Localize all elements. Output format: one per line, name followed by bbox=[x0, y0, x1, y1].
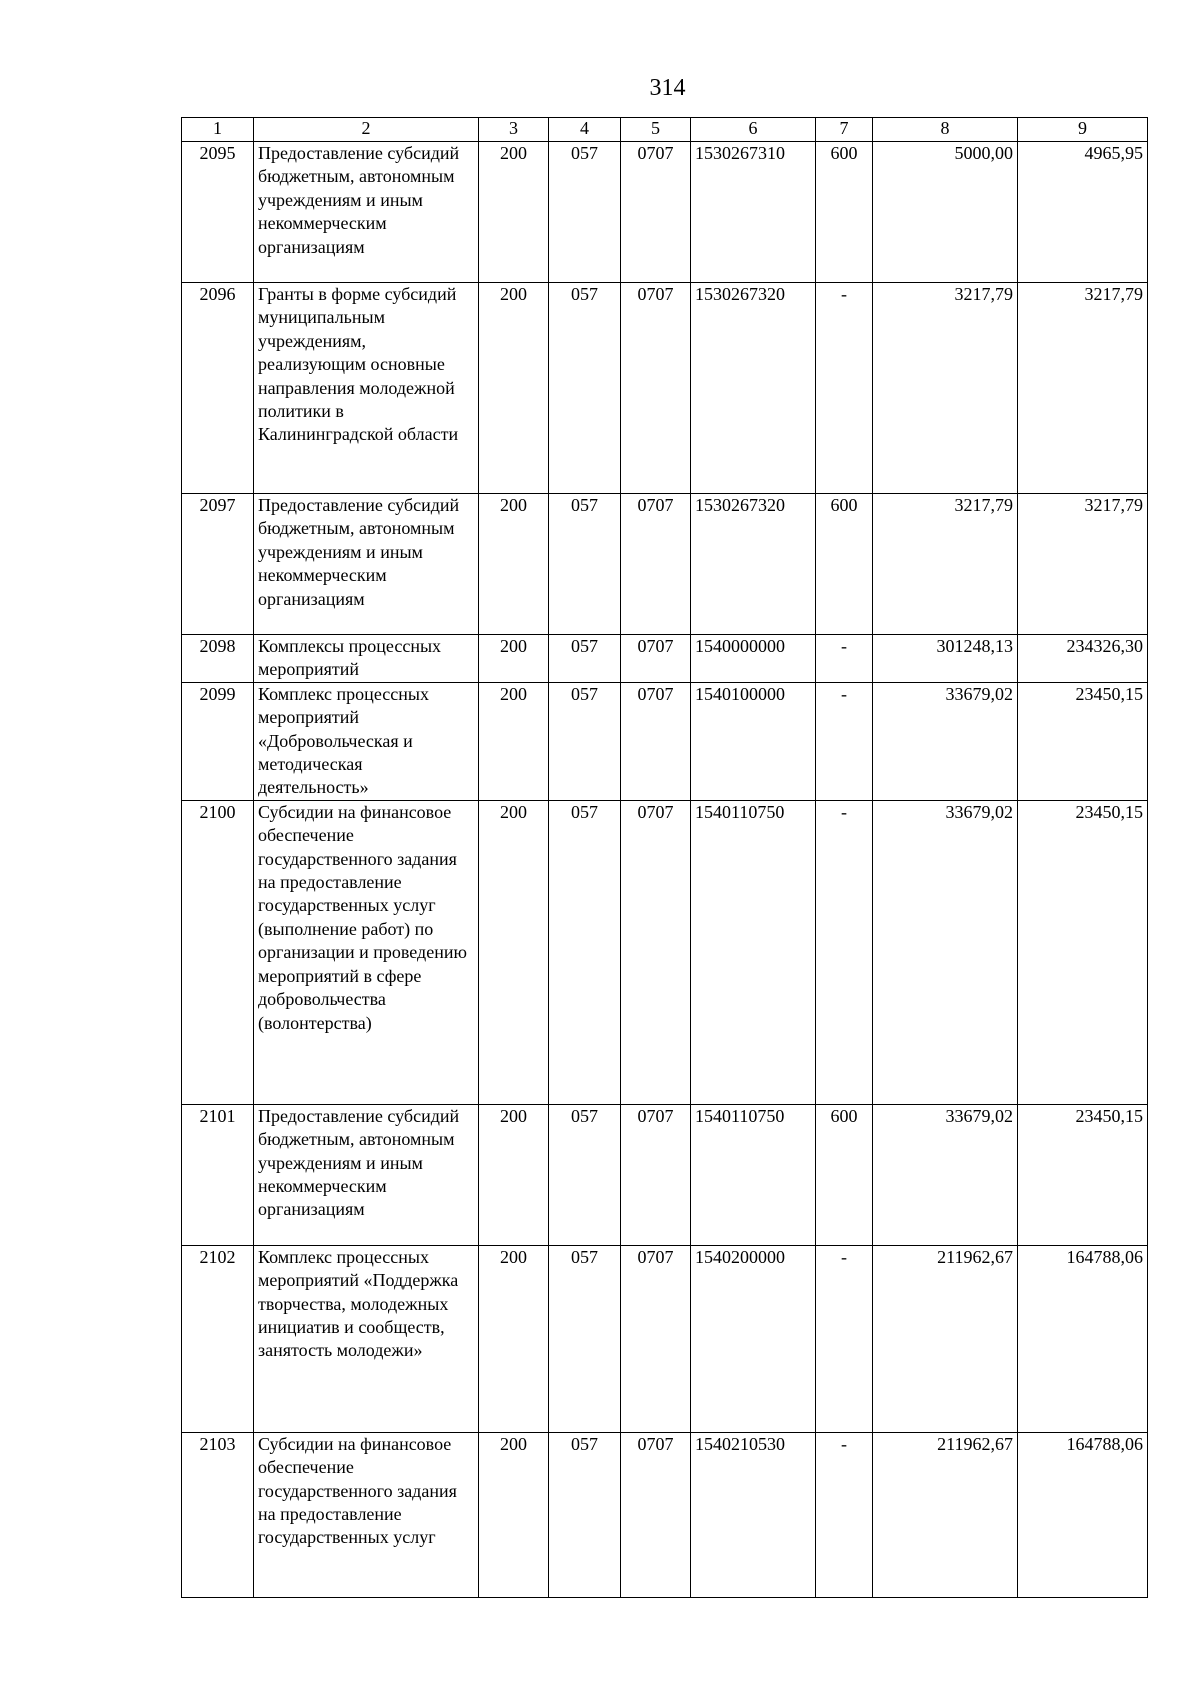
row-code-7: - bbox=[816, 635, 873, 683]
row-code-6: 1540200000 bbox=[691, 1245, 816, 1432]
row-code-6: 1530267320 bbox=[691, 283, 816, 494]
row-number: 2097 bbox=[182, 494, 254, 635]
page-number: 314 bbox=[649, 75, 686, 101]
table-row bbox=[182, 1432, 1148, 1597]
row-code-4: 057 bbox=[549, 1104, 621, 1245]
row-amount-9: 4965,95 bbox=[1018, 142, 1148, 283]
row-name: Предоставление субсидий бюджетным, автономным учреждениям и иным некоммерческим организациям bbox=[254, 1104, 479, 1245]
row-code-4: 057 bbox=[549, 142, 621, 283]
header-row bbox=[182, 118, 1148, 142]
row-amount-8: 33679,02 bbox=[873, 1104, 1018, 1245]
header-col-6: 6 bbox=[691, 118, 816, 142]
row-code-5: 0707 bbox=[621, 1432, 691, 1597]
row-code-3: 200 bbox=[479, 1245, 549, 1432]
row-number: 2096 bbox=[182, 283, 254, 494]
row-name: Комплекс процессных мероприятий «Добровольческая и методическая деятельность» bbox=[254, 682, 479, 800]
row-code-4: 057 bbox=[549, 1245, 621, 1432]
row-code-7: - bbox=[816, 1432, 873, 1597]
row-code-4: 057 bbox=[549, 283, 621, 494]
row-number: 2099 bbox=[182, 682, 254, 800]
header-col-1: 1 bbox=[182, 118, 254, 142]
table-row bbox=[182, 800, 1148, 1104]
row-code-6: 1530267320 bbox=[691, 494, 816, 635]
row-code-6: 1530267310 bbox=[691, 142, 816, 283]
row-amount-8: 3217,79 bbox=[873, 283, 1018, 494]
row-code-7: 600 bbox=[816, 494, 873, 635]
row-code-7: - bbox=[816, 283, 873, 494]
row-amount-9: 164788,06 bbox=[1018, 1245, 1148, 1432]
row-amount-8: 211962,67 bbox=[873, 1432, 1018, 1597]
row-code-3: 200 bbox=[479, 682, 549, 800]
row-code-3: 200 bbox=[479, 800, 549, 1104]
row-name: Предоставление субсидий бюджетным, автономным учреждениям и иным некоммерческим организациям bbox=[254, 494, 479, 635]
row-name: Субсидии на финансовое обеспечение государственного задания на предоставление государственных услуг (выполнение работ) по организации и проведению мероприятий в сфере добровольчества (волонтерства) bbox=[254, 800, 479, 1104]
row-number: 2095 bbox=[182, 142, 254, 283]
row-amount-8: 33679,02 bbox=[873, 800, 1018, 1104]
row-code-3: 200 bbox=[479, 1432, 549, 1597]
table-row bbox=[182, 283, 1148, 494]
header-col-8: 8 bbox=[873, 118, 1018, 142]
row-amount-9: 3217,79 bbox=[1018, 494, 1148, 635]
row-code-6: 1540100000 bbox=[691, 682, 816, 800]
row-number: 2101 bbox=[182, 1104, 254, 1245]
row-code-5: 0707 bbox=[621, 1245, 691, 1432]
row-code-6: 1540110750 bbox=[691, 1104, 816, 1245]
row-amount-8: 301248,13 bbox=[873, 635, 1018, 683]
row-code-4: 057 bbox=[549, 682, 621, 800]
row-code-5: 0707 bbox=[621, 494, 691, 635]
row-code-4: 057 bbox=[549, 1432, 621, 1597]
row-number: 2102 bbox=[182, 1245, 254, 1432]
row-code-5: 0707 bbox=[621, 682, 691, 800]
row-code-5: 0707 bbox=[621, 1104, 691, 1245]
row-amount-9: 23450,15 bbox=[1018, 800, 1148, 1104]
row-number: 2100 bbox=[182, 800, 254, 1104]
row-code-4: 057 bbox=[549, 494, 621, 635]
row-name: Гранты в форме субсидий муниципальным учреждениям, реализующим основные направления молодежной политики в Калининградской области bbox=[254, 283, 479, 494]
budget-table bbox=[181, 117, 1148, 1598]
header-col-3: 3 bbox=[479, 118, 549, 142]
row-code-7: 600 bbox=[816, 142, 873, 283]
row-amount-9: 164788,06 bbox=[1018, 1432, 1148, 1597]
row-code-7: - bbox=[816, 800, 873, 1104]
row-code-7: 600 bbox=[816, 1104, 873, 1245]
table-row bbox=[182, 1245, 1148, 1432]
row-code-5: 0707 bbox=[621, 142, 691, 283]
row-code-6: 1540000000 bbox=[691, 635, 816, 683]
row-code-3: 200 bbox=[479, 1104, 549, 1245]
row-code-3: 200 bbox=[479, 635, 549, 683]
row-amount-9: 23450,15 bbox=[1018, 682, 1148, 800]
row-code-3: 200 bbox=[479, 283, 549, 494]
header-col-7: 7 bbox=[816, 118, 873, 142]
table-row bbox=[182, 1104, 1148, 1245]
header-col-2: 2 bbox=[254, 118, 479, 142]
row-name: Комплексы процессных мероприятий bbox=[254, 635, 479, 683]
row-amount-8: 211962,67 bbox=[873, 1245, 1018, 1432]
row-number: 2103 bbox=[182, 1432, 254, 1597]
row-number: 2098 bbox=[182, 635, 254, 683]
row-code-6: 1540110750 bbox=[691, 800, 816, 1104]
row-code-4: 057 bbox=[549, 635, 621, 683]
row-code-3: 200 bbox=[479, 494, 549, 635]
row-amount-8: 33679,02 bbox=[873, 682, 1018, 800]
table-row bbox=[182, 142, 1148, 283]
row-code-5: 0707 bbox=[621, 800, 691, 1104]
row-amount-8: 5000,00 bbox=[873, 142, 1018, 283]
header-col-4: 4 bbox=[549, 118, 621, 142]
row-code-5: 0707 bbox=[621, 283, 691, 494]
header-col-9: 9 bbox=[1018, 118, 1148, 142]
row-amount-9: 23450,15 bbox=[1018, 1104, 1148, 1245]
row-amount-8: 3217,79 bbox=[873, 494, 1018, 635]
row-code-3: 200 bbox=[479, 142, 549, 283]
table-row bbox=[182, 635, 1148, 683]
row-code-5: 0707 bbox=[621, 635, 691, 683]
table-row bbox=[182, 494, 1148, 635]
table-row bbox=[182, 682, 1148, 800]
row-name: Комплекс процессных мероприятий «Поддержка творчества, молодежных инициатив и сообществ, занятость молодежи» bbox=[254, 1245, 479, 1432]
row-amount-9: 234326,30 bbox=[1018, 635, 1148, 683]
row-name: Субсидии на финансовое обеспечение государственного задания на предоставление государственных услуг bbox=[254, 1432, 479, 1597]
row-name: Предоставление субсидий бюджетным, автономным учреждениям и иным некоммерческим организациям bbox=[254, 142, 479, 283]
header-col-5: 5 bbox=[621, 118, 691, 142]
row-amount-9: 3217,79 bbox=[1018, 283, 1148, 494]
row-code-7: - bbox=[816, 682, 873, 800]
row-code-6: 1540210530 bbox=[691, 1432, 816, 1597]
row-code-7: - bbox=[816, 1245, 873, 1432]
row-code-4: 057 bbox=[549, 800, 621, 1104]
